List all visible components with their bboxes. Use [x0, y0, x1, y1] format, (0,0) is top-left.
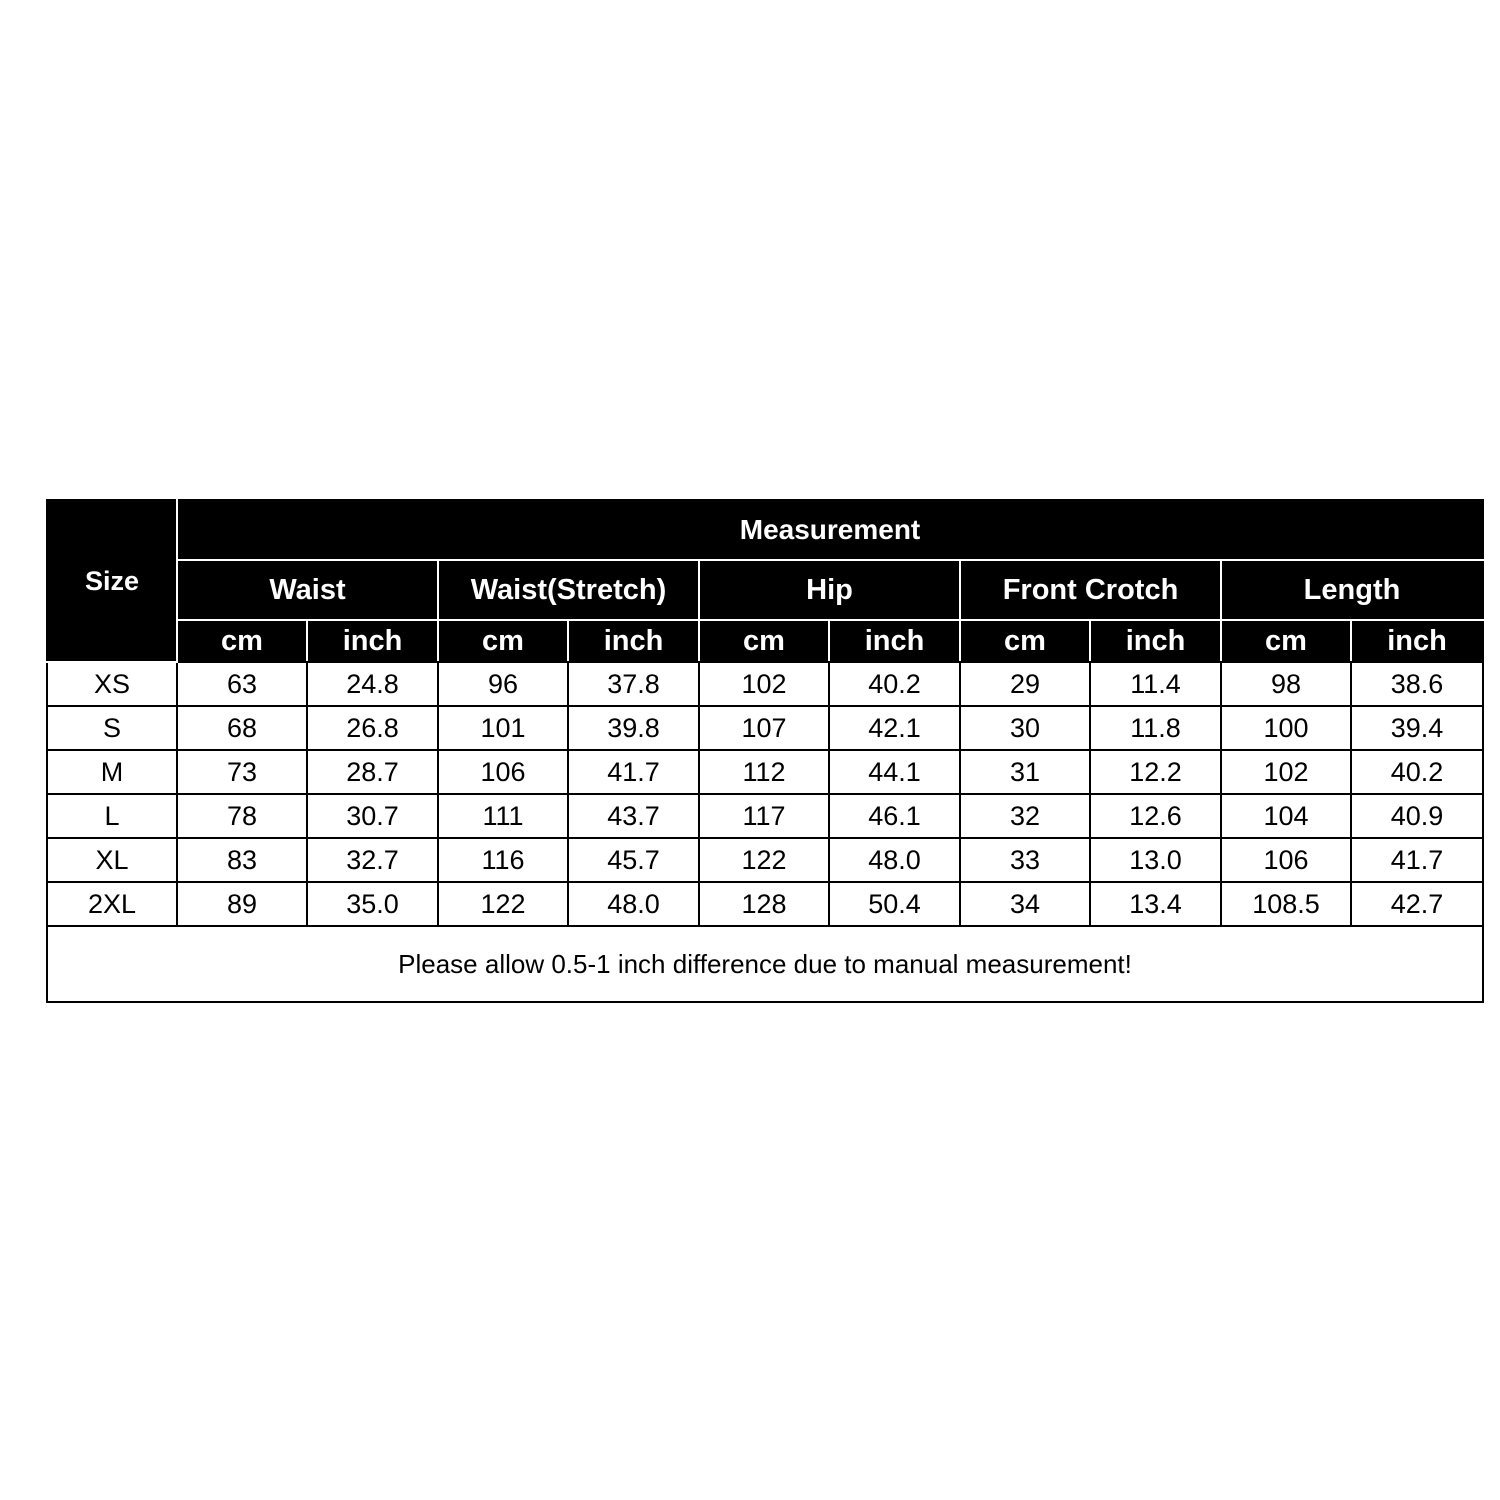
- group-header-hip: Hip: [699, 560, 960, 620]
- size-cell: XL: [47, 838, 177, 882]
- group-header-front-crotch: Front Crotch: [960, 560, 1221, 620]
- value-cell: 30: [960, 706, 1090, 750]
- value-cell: 46.1: [829, 794, 960, 838]
- value-cell: 45.7: [568, 838, 699, 882]
- value-cell: 128: [699, 882, 829, 926]
- unit-header-cm: cm: [438, 620, 568, 662]
- value-cell: 108.5: [1221, 882, 1351, 926]
- value-cell: 42.1: [829, 706, 960, 750]
- value-cell: 29: [960, 662, 1090, 706]
- value-cell: 50.4: [829, 882, 960, 926]
- value-cell: 42.7: [1351, 882, 1483, 926]
- measurement-header: Measurement: [177, 500, 1483, 560]
- value-cell: 48.0: [829, 838, 960, 882]
- value-cell: 40.2: [1351, 750, 1483, 794]
- value-cell: 30.7: [307, 794, 438, 838]
- value-cell: 24.8: [307, 662, 438, 706]
- size-cell: 2XL: [47, 882, 177, 926]
- note-row: [47, 926, 1483, 1002]
- value-cell: 11.4: [1090, 662, 1221, 706]
- value-cell: 12.6: [1090, 794, 1221, 838]
- value-cell: 34: [960, 882, 1090, 926]
- value-cell: 68: [177, 706, 307, 750]
- value-cell: 26.8: [307, 706, 438, 750]
- value-cell: 11.8: [1090, 706, 1221, 750]
- value-cell: 102: [1221, 750, 1351, 794]
- value-cell: 98: [1221, 662, 1351, 706]
- value-cell: 83: [177, 838, 307, 882]
- value-cell: 13.4: [1090, 882, 1221, 926]
- header-row-measurement: [47, 500, 1483, 560]
- value-cell: 12.2: [1090, 750, 1221, 794]
- table-row: [47, 662, 1483, 706]
- size-column-header: Size: [47, 500, 177, 662]
- header-row-units: [47, 620, 1483, 662]
- size-table-body: [47, 662, 1483, 926]
- value-cell: 73: [177, 750, 307, 794]
- size-cell: S: [47, 706, 177, 750]
- value-cell: 116: [438, 838, 568, 882]
- header-row-groups: [47, 560, 1483, 620]
- table-row: [47, 706, 1483, 750]
- unit-header-inch: inch: [1090, 620, 1221, 662]
- table-row: [47, 882, 1483, 926]
- value-cell: 43.7: [568, 794, 699, 838]
- size-cell: L: [47, 794, 177, 838]
- value-cell: 102: [699, 662, 829, 706]
- group-header-waist-stretch: Waist(Stretch): [438, 560, 699, 620]
- value-cell: 39.8: [568, 706, 699, 750]
- size-table: [46, 499, 1484, 1003]
- value-cell: 32: [960, 794, 1090, 838]
- value-cell: 38.6: [1351, 662, 1483, 706]
- value-cell: 35.0: [307, 882, 438, 926]
- value-cell: 41.7: [568, 750, 699, 794]
- value-cell: 31: [960, 750, 1090, 794]
- value-cell: 48.0: [568, 882, 699, 926]
- unit-header-inch: inch: [829, 620, 960, 662]
- value-cell: 33: [960, 838, 1090, 882]
- value-cell: 89: [177, 882, 307, 926]
- value-cell: 39.4: [1351, 706, 1483, 750]
- value-cell: 112: [699, 750, 829, 794]
- value-cell: 40.9: [1351, 794, 1483, 838]
- value-cell: 101: [438, 706, 568, 750]
- size-cell: M: [47, 750, 177, 794]
- value-cell: 100: [1221, 706, 1351, 750]
- table-row: [47, 838, 1483, 882]
- measurement-note: Please allow 0.5-1 inch difference due to manual measurement!: [47, 926, 1483, 1002]
- value-cell: 37.8: [568, 662, 699, 706]
- unit-header-cm: cm: [960, 620, 1090, 662]
- group-header-waist: Waist: [177, 560, 438, 620]
- value-cell: 104: [1221, 794, 1351, 838]
- value-cell: 107: [699, 706, 829, 750]
- value-cell: 63: [177, 662, 307, 706]
- value-cell: 28.7: [307, 750, 438, 794]
- size-cell: XS: [47, 662, 177, 706]
- table-row: [47, 794, 1483, 838]
- value-cell: 111: [438, 794, 568, 838]
- value-cell: 78: [177, 794, 307, 838]
- value-cell: 32.7: [307, 838, 438, 882]
- unit-header-cm: cm: [699, 620, 829, 662]
- value-cell: 40.2: [829, 662, 960, 706]
- size-chart: [46, 499, 1482, 1003]
- value-cell: 13.0: [1090, 838, 1221, 882]
- value-cell: 106: [438, 750, 568, 794]
- unit-header-inch: inch: [568, 620, 699, 662]
- unit-header-cm: cm: [177, 620, 307, 662]
- unit-header-inch: inch: [1351, 620, 1483, 662]
- unit-header-cm: cm: [1221, 620, 1351, 662]
- value-cell: 106: [1221, 838, 1351, 882]
- group-header-length: Length: [1221, 560, 1483, 620]
- unit-header-inch: inch: [307, 620, 438, 662]
- table-row: [47, 750, 1483, 794]
- value-cell: 117: [699, 794, 829, 838]
- value-cell: 41.7: [1351, 838, 1483, 882]
- value-cell: 122: [438, 882, 568, 926]
- value-cell: 122: [699, 838, 829, 882]
- value-cell: 44.1: [829, 750, 960, 794]
- value-cell: 96: [438, 662, 568, 706]
